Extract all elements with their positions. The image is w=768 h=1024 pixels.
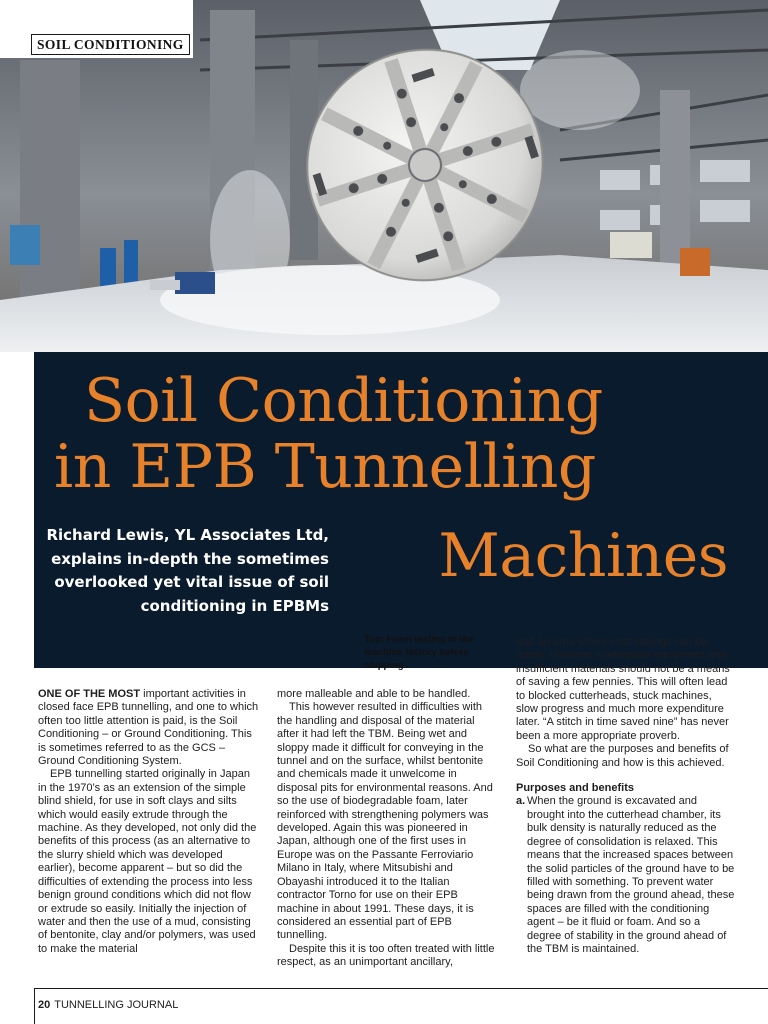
paragraph: more malleable and able to be handled. [277,688,471,700]
paragraph: Despite this it is too often treated with little respect, as an unimportant ancillary, [277,942,495,969]
title-line-3: Machines [438,521,728,591]
list-marker: a. [516,795,526,808]
paragraph [38,688,260,768]
page-footer [38,999,178,1011]
title-line-2: in EPB Tunnelling [54,432,596,502]
section-tag-area [0,0,193,58]
title-line-1: Soil Conditioning [84,366,603,436]
footer-rule-vertical [34,988,35,1024]
standfirst: Richard Lewis, YL Associates Ltd, explains in-depth the sometimes overlooked yet vital issue of soil conditioning in EPBMs [46,526,329,615]
paragraph: and an area where cost savings can be made. However inadequate equipment and insufficient materials should not be a means of saving a few pennies. This will often lead to blocked cutterheads, stuck machines, slow progress and much more expenditure later. “A stitch in time saved nine” has never been a more appropriate proverb. [516,636,730,742]
article-title [54,368,754,500]
photo-caption: Top: Foam testing in the machine factory before shipping [364,634,474,671]
body-column-1 [38,688,260,956]
page-number: 20 [38,999,51,1011]
paragraph-text: important activities in closed face EPB tunnelling, and one to which often too little attention is paid, is the Soil Conditioning – or Ground Conditioning. This is sometimes referred to as the GCS – Ground Conditioning System. [38,688,259,768]
section-tag: SOIL CONDITIONING [31,34,190,55]
title-band [34,352,768,668]
footer-rule [34,988,768,989]
list-item-text: When the ground is excavated and brought into the cutterhead chamber, its bulk density is naturally reduced as the degree of consolidation is relaxed. This means that the increased spaces between the solid particles of the ground have to be filled with something. To prevent water being drawn from the ground ahead, these spaces are filled with the conditioning agent – be it fluid or foam. And so a degree of stability in the ground ahead of the TBM is maintained. [527,795,735,955]
lead-in: ONE OF THE MOST [38,688,141,700]
paragraph: So what are the purposes and benefits of Soil Conditioning and how is this achieved. [516,743,729,769]
subheading: Purposes and benefits [516,782,634,795]
body-column-3 [516,636,736,956]
paragraph: This however resulted in difficulties with the handling and disposal of the material after it had left the TBM. Being wet and sloppy made it difficult for conveying in the tunnel and on the surface, whilst bentonite and chemicals made it unwelcome in disposal pits for environmental reasons. And so the use of biodegradable foam, later reinforced with strengthening polymers was developed. Again this was pioneered in Japan, although one of the first uses in Europe was on the Passante Ferroviario Milano in Italy, where Mitsubishi and Obayashi introduced it to the Italian contractor Torno for use on their EPB machine in about 1991. These days, it is considered an essential part of EPB tunnelling. [277,701,493,942]
body-column-2 [277,688,499,970]
publication-name: TUNNELLING JOURNAL [54,999,179,1011]
list-item [516,795,736,956]
paragraph: EPB tunnelling started originally in Japan in the 1970’s as an extension of the simple blind shield, for use in soft clays and silts which would easily extrude through the machine. As they developed, not only did the benefits of this process (as an alternative to the slurry shield which was developed earlier), become apparent – but so did the difficulties of extending the process into less benign ground conditions which did not flow or extrude so easily. Initially the injection of water and then the use of a mud, consisting of bentonite, clay and/or polymers, was used to make the material [38,768,257,955]
